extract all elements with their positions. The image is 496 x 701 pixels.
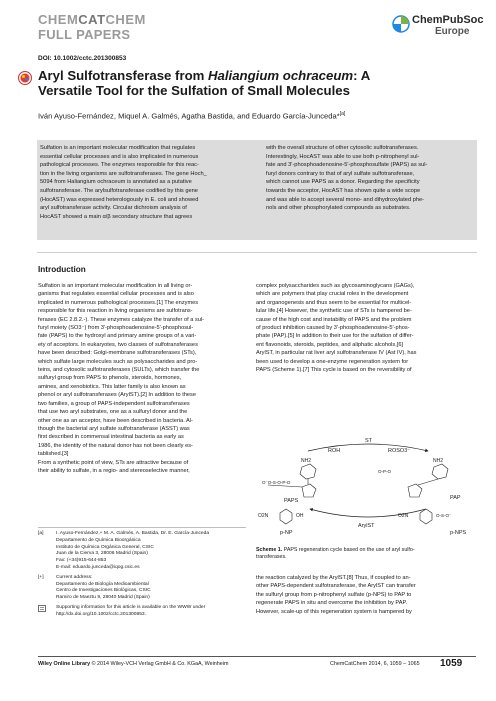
body-right-column-bottom: [256, 574, 476, 616]
footnote-line: Centro de Investigaciones Biológicas, CSIC: [56, 588, 151, 594]
body-text-line: other PAPS-dependent sulfotransferase, the ArylST can transfer: [256, 583, 416, 590]
abstract-line: aryl sulfotransferase activity. Circular dichroism analysis of: [40, 205, 187, 212]
body-text-line: though the bacterial aryl sulfate sulfotransferase (ASST) was: [38, 425, 190, 432]
scheme-1-figure: [258, 437, 478, 537]
title-line-2: Versatile Tool for the Sulfation of Small Molecules: [38, 83, 350, 98]
footnote-divider: [38, 527, 246, 528]
abstract-line: tion in the living organisms are sulfotransferases. The gene Hoch_: [40, 170, 207, 177]
footnote-line: Juan de la Cierva 3, 28006 Madrid (Spain): [56, 551, 148, 557]
body-text-line: fate (PAPS) to the hydroxyl and primary amine groups of a vari-: [38, 333, 197, 340]
pap-ribose-ring: [408, 484, 422, 497]
body-text-line: phate (PAP).[5] In addition to their use for the sulfation of differ-: [256, 333, 414, 340]
svg-text:O⁻O-S-O-P-O: O⁻O-S-O-P-O: [262, 480, 291, 485]
roh-label: ROH: [328, 448, 341, 454]
body-text-line: ent flavonoids, steroids, peptides, and aliphatic alcohols,[6]: [256, 341, 404, 348]
paps-nh2-label: NH2: [301, 458, 312, 464]
footnote-line: Instituto de Química Orgánica General, CSIC: [56, 544, 154, 550]
arylst-cycle-arrow: [310, 509, 426, 517]
body-text-line: teins, and cytosolic sulfotransferases (SULTs), which transfer the: [38, 367, 200, 374]
body-text-line: cause of the high cost and instability of PAPS and the problem: [256, 316, 412, 323]
journal-name: [38, 13, 146, 26]
article-title: [38, 68, 458, 98]
paps-ribose-ring: [302, 484, 316, 497]
pnps-label: p-NPS: [450, 530, 467, 536]
footnote-affiliation-lines: [56, 531, 246, 572]
abstract-line: and was able to accept several mono- and dihydroxylated phe-: [266, 196, 425, 203]
body-text-line: amines, and xenobiotics. This latter family is also known as: [38, 383, 186, 390]
body-text-line: of product inhibition caused by 3'-phosphoadenosine-5'-phos-: [256, 325, 410, 332]
footnote-supporting-info[interactable]: [38, 605, 246, 619]
footnote-line: Current address:: [56, 574, 93, 580]
footnote-line: Departamento de Biología Medioambiental: [56, 581, 149, 587]
body-text-line: their ability to sulfate, in a regio- and stereoselective manner,: [38, 467, 190, 474]
pnp-label: p-NP: [280, 530, 293, 536]
body-text-line: which are polymers that play crucial roles in the development: [256, 291, 409, 298]
section-divider: [37, 252, 477, 253]
abstract-line: sulfotransferase. The arylsulfotransferase codified by this gene: [40, 187, 198, 194]
pap-nh2-label: NH2: [433, 458, 444, 464]
title-species: Haliangium ochraceum: [208, 68, 354, 83]
abstract-line: towards the acceptor, HocAST has shown quite a wide scope: [266, 187, 421, 194]
body-text-line: the reaction catalyzed by the ArylST.[8] Thus, if coupled to an-: [256, 575, 411, 581]
roso3-label: ROSO3⁻: [388, 448, 411, 454]
title-part-c: : A: [353, 68, 371, 83]
body-text-line: Sulfation is an important molecular modification in all living or-: [38, 283, 193, 289]
body-text-line: have been described: Golgi-membrane sulfotransferases (STs),: [38, 350, 197, 357]
scheme-caption: [256, 547, 476, 561]
body-left-column: [38, 282, 246, 475]
body-text-line: phenol or aryl sulfotransferases (ArylST).[2] In addition to these: [38, 392, 197, 399]
abstract-line: HocAST showed a main α/β secondary structure that agrees: [40, 213, 193, 220]
footer-citation: ChemCatChem 2014, 6, 1059 – 1065: [330, 661, 420, 667]
body-text-line: complex polysaccharides such as glycosaminoglycans (GAGs),: [256, 283, 415, 289]
section-label: FULL PAPERS: [38, 27, 131, 42]
pnps-benzene-ring: [420, 509, 432, 524]
body-text-line: ety of acceptors. In eukaryotes, two classes of sulfotransferases: [38, 341, 198, 348]
chempubsoc-logo-icon: [392, 15, 410, 33]
publisher-sub: Europe: [435, 26, 470, 37]
abstract-line: Sulfation is an important molecular modification that regulates: [40, 145, 196, 151]
scheme-diagram: [258, 437, 478, 537]
page-number: 1059: [440, 658, 463, 669]
journal-name-prefix: CHEM: [38, 12, 79, 27]
pnp-o2n-label: O2N: [258, 513, 269, 519]
checkmark-icon: [18, 71, 32, 85]
body-text-line: implicated in numerous pathological processes.[1] The enzymes: [38, 299, 199, 306]
authors: [38, 111, 345, 121]
abstract-line: essential cellular processes and is also implicated in numerous: [40, 153, 199, 160]
title-line-1: [38, 68, 458, 83]
abstract-line: which cannot use PAPS as a donor. Regarding the specificity: [266, 179, 420, 186]
footer-divider: [38, 656, 476, 657]
arylst-label: ArylST: [358, 523, 375, 529]
wiley-online-library-link[interactable]: Wiley Online Library: [38, 661, 91, 667]
footnotes: [38, 531, 246, 619]
pap-label: PAP: [450, 495, 461, 501]
abstract-line: nols and other phosphorylated compounds as substrates.: [266, 205, 411, 212]
footnote-current-address-lines: [56, 575, 246, 602]
body-text-line: However, scale-up of this regeneration system is hampered by: [256, 608, 412, 615]
body-text-line: ganisms that regulates essential cellular processes and is also: [38, 291, 194, 298]
abstract-line: with the overall structure of other cytosolic sulfotransferases.: [266, 145, 419, 151]
footer-copyright: [38, 661, 228, 667]
section-heading-introduction: Introduction: [38, 265, 86, 274]
footnote-line: http://dx.doi.org/10.1002/cctc.201300853.: [56, 611, 146, 617]
title-part-a: Aryl Sulfotransferase from: [38, 68, 209, 83]
caption-line-1: [256, 547, 476, 554]
body-right-column-top: [256, 282, 476, 374]
body-text-line: other one as an acceptor, have been described in bacteria. Al-: [38, 417, 193, 424]
caption-text-1: PAPS regeneration cycle based on the use of aryl sulfo-: [282, 547, 415, 553]
abstract-line: Interestingly, HocAST was able to use both p-nitrophenyl sul-: [266, 153, 420, 160]
abstract-line: furyl donors contrary to that of aryl sulfate sulfotransferase,: [266, 170, 415, 177]
body-text-line: been used to develop a one-enzyme regeneration system for: [256, 358, 409, 365]
journal-name-suffix: CHEM: [105, 12, 146, 27]
abstract-line: (HocAST) was expressed heterologously in E. coli and showed: [40, 196, 199, 203]
st-label: ST: [365, 438, 373, 444]
paps-label: PAPS: [284, 498, 299, 504]
abstract-line: 5094 from Haliangium ochraceum is annotated as a putative: [40, 179, 192, 186]
body-text-line: sulfuryl group from PAPS to phenols, steroids, hormones,: [38, 375, 182, 382]
footnote-line: I. Ayuso-Fernández,+ M. A. Galmés, A. Bastida, Dr. E. García-Junceda: [56, 531, 210, 536]
svg-text:O-P-O: O-P-O: [378, 469, 391, 474]
footnote-tag-a: [a]: [38, 531, 44, 536]
body-text-line: the sulfuryl group from p-nitrophenyl sulfate (p-NPS) to PAP to: [256, 591, 412, 598]
body-text-line: which sulfate large molecules such as polysaccharides and pro-: [38, 358, 198, 365]
author-list: Iván Ayuso-Fernández, Miquel A. Galmés, Agatha Bastida, and Eduardo García-Junceda*: [38, 111, 340, 121]
body-text-line: ArylST, in particular rat liver aryl sulfotransferase IV (Ast IV), has: [256, 350, 417, 357]
body-text-line: ferases (EC 2.8.2.-). These enzymes catalyze the transfer of a sul-: [38, 316, 205, 323]
pnp-benzene-ring: [280, 509, 292, 524]
publisher-name: ChemPubSoc: [412, 14, 484, 26]
publisher-logo[interactable]: [392, 14, 484, 40]
abstract-box: [37, 140, 477, 240]
body-text-line: tablished.[3]: [38, 451, 69, 458]
footnote-affiliation: [38, 531, 246, 572]
body-text-line: PAPS (Scheme 1).[7] This cycle is based on the reversibility of: [256, 367, 412, 374]
body-text-line: regenerate PAPS in situ and overcome the inhibition by PAP.: [256, 600, 408, 607]
supporting-info-icon: [38, 605, 46, 612]
paps-adenine-ring: [300, 464, 316, 479]
footer-copyright-text: © 2014 Wiley-VCH Verlag GmbH & Co. KGaA, Weinheim: [90, 661, 229, 667]
body-text-line: two families, a group of PAPS-independent sulfotransferases: [38, 400, 190, 407]
footnote-current-address: [38, 575, 246, 602]
body-text-line: and organogenesis and thus seem to be essential for multicel-: [256, 299, 412, 306]
pnps-o2n-label: O2N: [398, 513, 409, 519]
svg-text:O-S-O⁻: O-S-O⁻: [436, 513, 452, 518]
body-text-line: From a synthetic point of view, STs are attractive because of: [38, 459, 189, 466]
footnote-line: Departamento de Química Bioorgánica: [56, 537, 141, 543]
footnote-tag-plus: [+]: [38, 574, 44, 580]
abstract-line: fate and 3'-phosphoadenosine-5'-phosphosulfate (PAPS) as sul-: [266, 162, 428, 169]
author-affiliation-mark: [a]: [339, 111, 346, 117]
body-text-line: furyl moiety (SO3⁻) from 3'-phosphoadenosine-5'-phosphosul-: [38, 325, 194, 332]
abstract-right-column: [266, 144, 474, 213]
body-text-line: responsible for this reaction in living organisms are sulfotrans-: [38, 308, 193, 315]
journal-name-mid: CAT: [78, 12, 106, 27]
footnote-line: Ramiro de Maeztu 9, 28040 Madrid (Spain): [56, 595, 150, 601]
abstract-line: pathological processes. The enzymes responsible for this reac-: [40, 162, 199, 169]
footnote-line: Fax: (+34)915-644-853: [56, 558, 107, 564]
footnote-supporting-info-lines: [56, 605, 246, 619]
caption-label: Scheme 1.: [256, 547, 283, 553]
caption-line-2: transferases.: [256, 554, 287, 561]
footnote-line: Supporting information for this article is available on the WWW under: [56, 604, 206, 610]
body-text-line: first described in commensal intestinal bacteria as early as: [38, 434, 184, 441]
footnote-line: E-mail: eduardo.junceda@iqog.csic.es: [56, 564, 140, 570]
pnp-oh-label: OH: [296, 513, 304, 519]
abstract-left-column: [40, 144, 240, 221]
doi[interactable]: DOI: 10.1002/cctc.201300853: [38, 55, 127, 62]
body-text-line: lular life.[4] However, the synthetic use of STs is hampered be-: [256, 308, 412, 315]
body-text-line: that use two aryl substrates, one as a sulfuryl donor and the: [38, 409, 188, 416]
body-text-line: 1986, the identity of the natural donor has not been clearly es-: [38, 442, 193, 449]
pap-adenine-ring: [432, 464, 448, 479]
